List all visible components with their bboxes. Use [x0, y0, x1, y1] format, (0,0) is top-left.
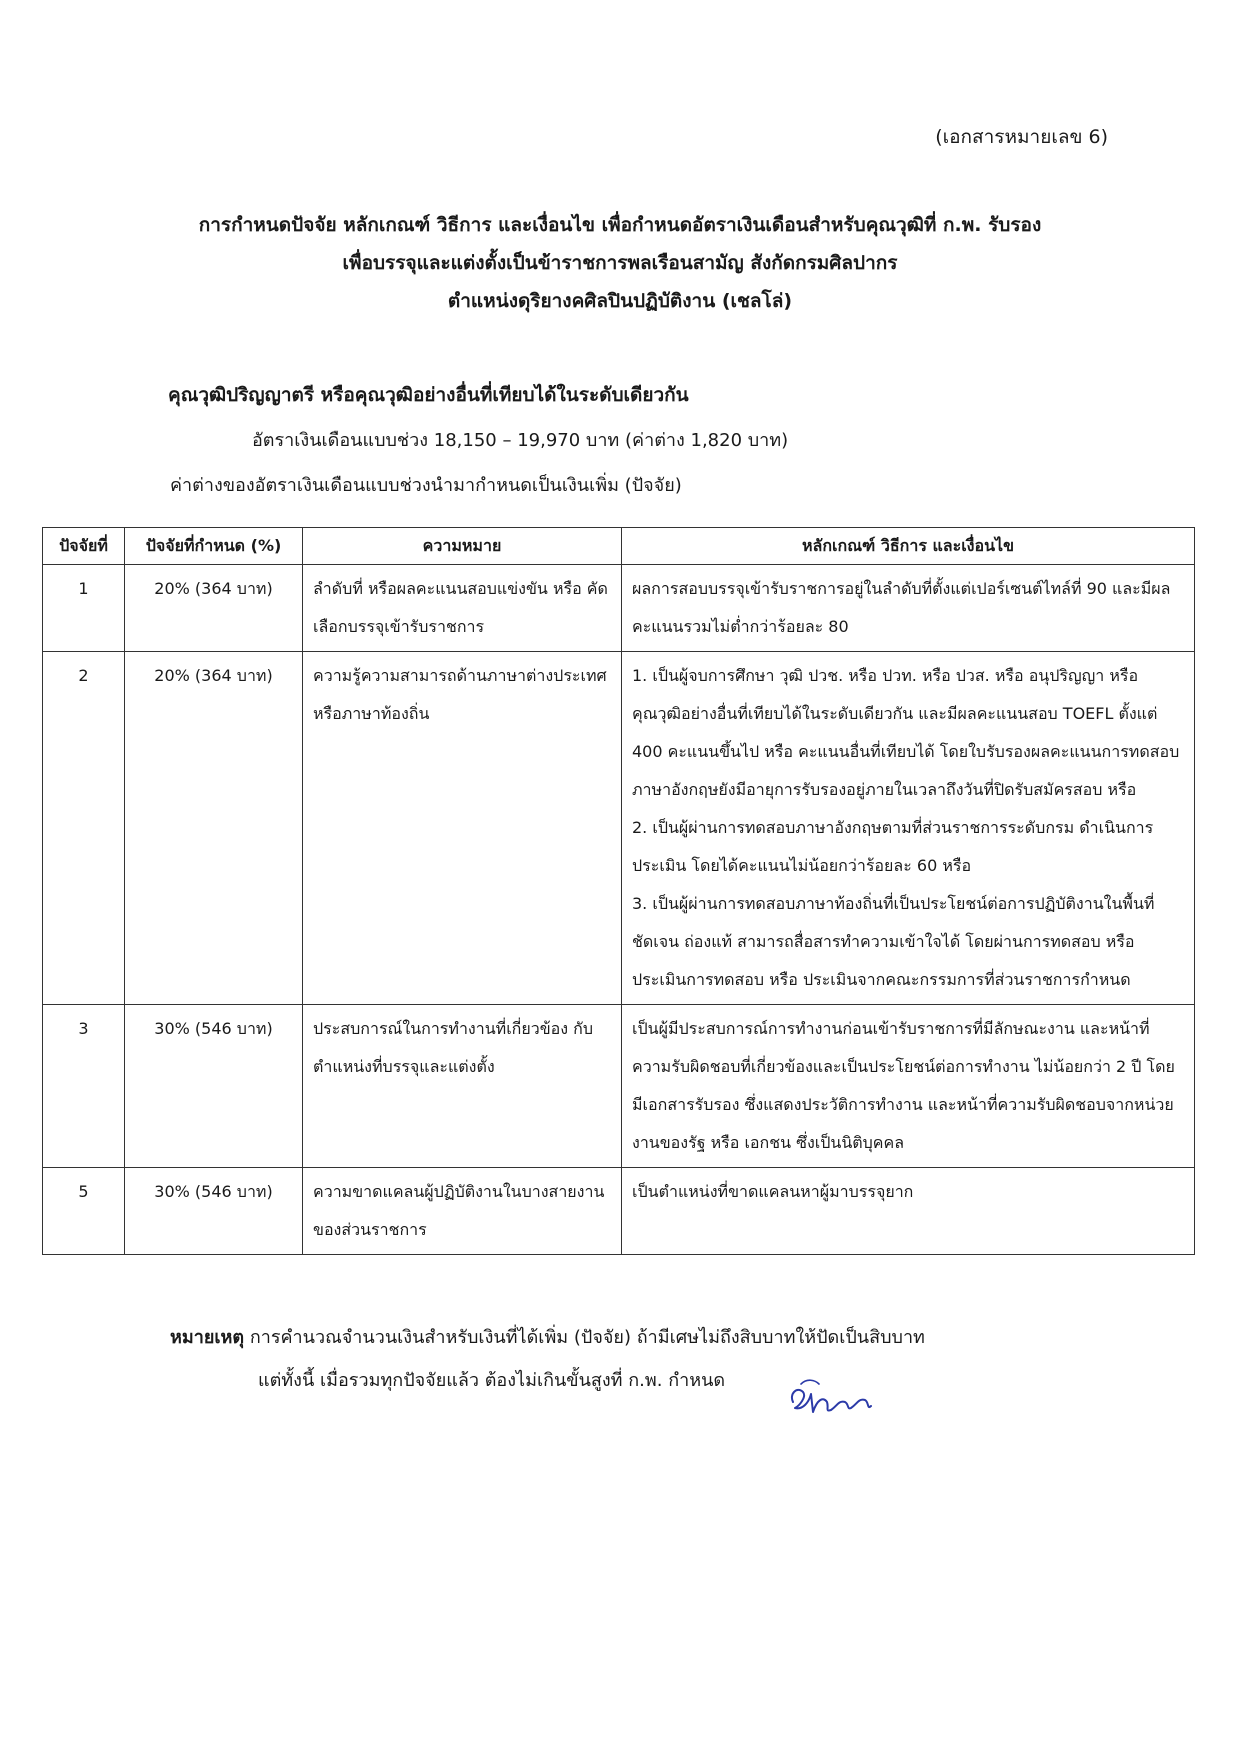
criteria-paragraph: 2. เป็นผู้ผ่านการทดสอบภาษาอังกฤษตามที่ส่วนราชการระดับกรม ดำเนินการประเมิน โดยได้คะแนนไม่น้อยกว่าร้อยละ 60 หรือ [632, 818, 1154, 875]
factor-criteria [622, 1168, 1195, 1255]
factor-percent: 20% (364 บาท) [125, 652, 303, 1005]
header-criteria: หลักเกณฑ์ วิธีการ และเงื่อนไข [622, 528, 1195, 565]
criteria-paragraph: เป็นตำแหน่งที่ขาดแคลนหาผู้มาบรรจุยาก [632, 1182, 914, 1201]
factor-number: 3 [43, 1005, 125, 1168]
title-line-2: เพื่อบรรจุและแต่งตั้งเป็นข้าราชการพลเรือนสามัญ สังกัดกรมศิลปากร [342, 252, 898, 274]
difference-note: ค่าต่างของอัตราเงินเดือนแบบช่วงนำมากำหนดเป็นเงินเพิ่ม (ปัจจัย) [170, 475, 682, 496]
document-title [0, 206, 1240, 320]
header-meaning: ความหมาย [303, 528, 622, 565]
factor-number: 5 [43, 1168, 125, 1255]
criteria-paragraph: 3. เป็นผู้ผ่านการทดสอบภาษาท้องถิ่นที่เป็นประโยชน์ต่อการปฏิบัติงานในพื้นที่ชัดเจน ถ่องแท้ สามารถสื่อสารทำความเข้าใจได้ โดยผ่านการทดสอบ หรือ ประเมินการทดสอบ หรือ ประเมินจากคณะกรรมการที่ส่วนราชการกำหนด [632, 894, 1155, 989]
table-row [43, 565, 1195, 652]
factor-criteria [622, 1005, 1195, 1168]
factor-meaning: ความรู้ความสามารถด้านภาษาต่างประเทศ หรือภาษาท้องถิ่น [303, 652, 622, 1005]
factor-percent: 20% (364 บาท) [125, 565, 303, 652]
factor-meaning: ลำดับที่ หรือผลคะแนนสอบแข่งขัน หรือ คัดเลือกบรรจุเข้ารับราชการ [303, 565, 622, 652]
remark-text-1: การคำนวณจำนวนเงินสำหรับเงินที่ได้เพิ่ม (ปัจจัย) ถ้ามีเศษไม่ถึงสิบบาทให้ปัดเป็นสิบบาท [249, 1327, 925, 1348]
header-factor: ปัจจัยที่ [43, 528, 125, 565]
table-row [43, 1005, 1195, 1168]
document-number: (เอกสารหมายเลข 6) [935, 126, 1108, 148]
salary-range: อัตราเงินเดือนแบบช่วง 18,150 – 19,970 บาท (ค่าต่าง 1,820 บาท) [252, 430, 789, 451]
factor-criteria [622, 652, 1195, 1005]
remark-line-2: แต่ทั้งนี้ เมื่อรวมทุกปัจจัยแล้ว ต้องไม่เกินขั้นสูงที่ ก.พ. กำหนด [258, 1370, 726, 1391]
factor-meaning: ความขาดแคลนผู้ปฏิบัติงานในบางสายงาน ของส่วนราชการ [303, 1168, 622, 1255]
factor-meaning: ประสบการณ์ในการทำงานที่เกี่ยวข้อง กับตำแหน่งที่บรรจุและแต่งตั้ง [303, 1005, 622, 1168]
factor-percent: 30% (546 บาท) [125, 1168, 303, 1255]
handwritten-initials-signature [787, 1372, 877, 1422]
table-header-row [43, 528, 1195, 565]
remark-label: หมายเหตุ [170, 1327, 245, 1348]
criteria-table [42, 527, 1195, 1255]
header-percent: ปัจจัยที่กำหนด (%) [125, 528, 303, 565]
table-row [43, 1168, 1195, 1255]
criteria-paragraph: เป็นผู้มีประสบการณ์การทำงานก่อนเข้ารับราชการที่มีลักษณะงาน และหน้าที่ความรับผิดชอบที่เกี่ยวข้องและเป็นประโยชน์ต่อการทำงาน ไม่น้อยกว่า 2 ปี โดยมีเอกสารรับรอง ซึ่งแสดงประวัติการทำงาน และหน้าที่ความรับผิดชอบจากหน่วยงานของรัฐ หรือ เอกชน ซึ่งเป็นนิติบุคคล [632, 1019, 1175, 1152]
remark-line-1 [170, 1316, 925, 1359]
factor-percent: 30% (546 บาท) [125, 1005, 303, 1168]
criteria-paragraph: ผลการสอบบรรจุเข้ารับราชการอยู่ในลำดับที่ตั้งแต่เปอร์เซนต์ไทล์ที่ 90 และมีผลคะแนนรวมไม่ต่ำกว่าร้อยละ 80 [632, 579, 1171, 636]
table-row [43, 652, 1195, 1005]
factor-number: 2 [43, 652, 125, 1005]
qualification-heading: คุณวุฒิปริญญาตรี หรือคุณวุฒิอย่างอื่นที่เทียบได้ในระดับเดียวกัน [168, 384, 689, 406]
criteria-paragraph: 1. เป็นผู้จบการศึกษา วุฒิ ปวช. หรือ ปวท. หรือ ปวส. หรือ อนุปริญญา หรือ คุณวุฒิอย่างอื่นที่เทียบได้ในระดับเดียวกัน และมีผลคะแนนสอบ TOEFL ตั้งแต่ 400 คะแนนขึ้นไป หรือ คะแนนอื่นที่เทียบได้ โดยใบรับรองผลคะแนนการทดสอบภาษาอังกฤษยังมีอายุการรับรองอยู่ภายในเวลาถึงวันที่ปิดรับสมัครสอบ หรือ [632, 666, 1180, 799]
title-line-1: การกำหนดปัจจัย หลักเกณฑ์ วิธีการ และเงื่อนไข เพื่อกำหนดอัตราเงินเดือนสำหรับคุณวุฒิที่ ก.พ. รับรอง [198, 214, 1042, 236]
factor-criteria [622, 565, 1195, 652]
title-line-3: ตำแหน่งดุริยางคศิลปินปฏิบัติงาน (เชลโล่) [447, 290, 793, 312]
factor-number: 1 [43, 565, 125, 652]
